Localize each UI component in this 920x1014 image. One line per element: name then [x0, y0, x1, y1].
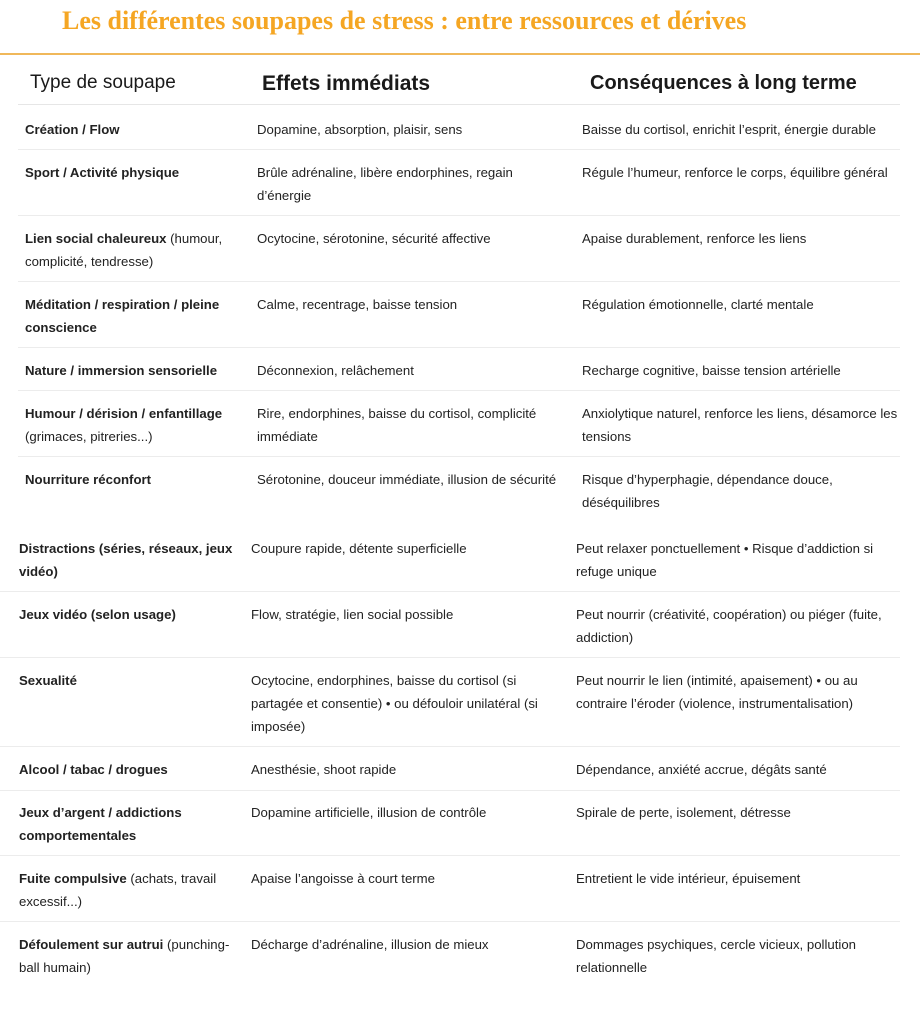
- type-name: Jeux vidéo (selon usage): [19, 607, 176, 622]
- effects-cell: Anesthésie, shoot rapide: [251, 762, 397, 777]
- type-name: Sport / Activité physique: [25, 165, 180, 180]
- table-row: [0, 603, 920, 658]
- type-cell: [19, 801, 234, 847]
- type-note: (humour, complicité, tendresse): [25, 231, 223, 269]
- row-divider: [0, 657, 900, 658]
- effects-cell: Ocytocine, endorphines, baisse du cortisol (si partagée et consentie) • ou défouloir unilatéral (si imposée): [251, 673, 538, 734]
- consequences-cell: Peut nourrir (créativité, coopération) ou piéger (fuite, addiction): [576, 607, 882, 645]
- type-name: Lien social chaleureux: [25, 231, 167, 246]
- table-row: [0, 537, 920, 592]
- table-row: [0, 161, 920, 216]
- table-row: [0, 293, 920, 348]
- effects-cell: Déconnexion, relâchement: [257, 363, 414, 378]
- consequences-cell: Baisse du cortisol, enrichit l’esprit, énergie durable: [582, 122, 876, 137]
- type-name: Nature / immersion sensorielle: [25, 363, 218, 378]
- table-row: [0, 801, 920, 856]
- consequences-cell: Dommages psychiques, cercle vicieux, pollution relationnelle: [576, 937, 856, 975]
- effects-cell: Ocytocine, sérotonine, sécurité affective: [257, 231, 491, 246]
- consequences-cell: Entretient le vide intérieur, épuisement: [576, 871, 801, 886]
- type-name: Sexualité: [19, 673, 77, 688]
- effects-cell: Rire, endorphines, baisse du cortisol, complicité immédiate: [257, 406, 537, 444]
- header-consequences: Conséquences à long terme: [590, 72, 857, 94]
- type-cell: [19, 867, 234, 913]
- effects-cell: Calme, recentrage, baisse tension: [257, 297, 458, 312]
- type-note: (punching-ball humain): [19, 937, 230, 975]
- effects-cell: Sérotonine, douceur immédiate, illusion de sécurité: [257, 472, 557, 487]
- row-divider: [0, 790, 900, 791]
- table-row: [0, 468, 920, 523]
- type-cell: [25, 402, 240, 448]
- row-divider: [18, 281, 900, 282]
- header-type: Type de soupape: [30, 72, 176, 93]
- row-divider: [0, 921, 900, 922]
- row-divider: [18, 390, 900, 391]
- row-divider: [18, 215, 900, 216]
- type-cell: [19, 603, 234, 626]
- type-cell: [25, 161, 240, 184]
- row-divider: [0, 746, 900, 747]
- table-row: [0, 933, 920, 988]
- type-name: Alcool / tabac / drogues: [19, 762, 168, 777]
- type-cell: [19, 758, 234, 781]
- table-row: [0, 402, 920, 457]
- effects-cell: Brûle adrénaline, libère endorphines, regain d’énergie: [257, 165, 513, 203]
- type-cell: [25, 468, 240, 491]
- row-divider: [18, 347, 900, 348]
- effects-cell: Coupure rapide, détente superficielle: [251, 541, 467, 556]
- effects-cell: Flow, stratégie, lien social possible: [251, 607, 454, 622]
- header-effects: Effets immédiats: [262, 72, 431, 95]
- header-divider: [18, 104, 900, 105]
- type-cell: [19, 933, 234, 979]
- row-divider: [0, 591, 900, 592]
- table-row: [0, 867, 920, 922]
- type-name: Défoulement sur autrui: [19, 937, 164, 952]
- type-cell: [25, 293, 240, 339]
- table-row: [0, 359, 920, 391]
- type-cell: [25, 227, 240, 273]
- type-name: Fuite compulsive: [19, 871, 127, 886]
- type-name: Méditation / respiration / pleine conscience: [25, 297, 220, 335]
- consequences-cell: Apaise durablement, renforce les liens: [582, 231, 807, 246]
- type-name: Création / Flow: [25, 122, 120, 137]
- consequences-cell: Régule l’humeur, renforce le corps, équilibre général: [582, 165, 888, 180]
- row-divider: [18, 149, 900, 150]
- effects-cell: Décharge d’adrénaline, illusion de mieux: [251, 937, 489, 952]
- title-divider: [0, 53, 920, 55]
- consequences-cell: Spirale de perte, isolement, détresse: [576, 805, 791, 820]
- type-cell: [19, 669, 234, 692]
- type-note: (achats, travail excessif...): [19, 871, 217, 909]
- effects-cell: Dopamine artificielle, illusion de contrôle: [251, 805, 487, 820]
- table-row: [0, 669, 920, 747]
- consequences-cell: Recharge cognitive, baisse tension artérielle: [582, 363, 841, 378]
- row-divider: [18, 456, 900, 457]
- row-divider: [0, 855, 900, 856]
- type-cell: [25, 118, 240, 141]
- type-cell: [19, 537, 234, 583]
- type-name: Distractions (séries, réseaux, jeux vidéo): [19, 541, 233, 579]
- consequences-cell: Régulation émotionnelle, clarté mentale: [582, 297, 814, 312]
- consequences-cell: Anxiolytique naturel, renforce les liens, désamorce les tensions: [582, 406, 898, 444]
- type-note: (grimaces, pitreries...): [25, 429, 153, 444]
- consequences-cell: Dépendance, anxiété accrue, dégâts santé: [576, 762, 827, 777]
- type-name: Nourriture réconfort: [25, 472, 152, 487]
- effects-cell: Dopamine, absorption, plaisir, sens: [257, 122, 463, 137]
- table-row: [0, 118, 920, 150]
- type-cell: [25, 359, 240, 382]
- effects-cell: Apaise l’angoisse à court terme: [251, 871, 435, 886]
- table-row: [0, 758, 920, 791]
- consequences-cell: Peut nourrir le lien (intimité, apaisement) • ou au contraire l’éroder (violence, instrumentalisation): [576, 673, 858, 711]
- type-name: Humour / dérision / enfantillage: [25, 406, 223, 421]
- type-name: Jeux d’argent / addictions comportementales: [19, 805, 182, 843]
- consequences-cell: Peut relaxer ponctuellement • Risque d’addiction si refuge unique: [576, 541, 874, 579]
- page-title: Les différentes soupapes de stress : entre ressources et dérives: [62, 6, 747, 35]
- consequences-cell: Risque d’hyperphagie, dépendance douce, déséquilibres: [582, 472, 833, 510]
- table-row: [0, 227, 920, 282]
